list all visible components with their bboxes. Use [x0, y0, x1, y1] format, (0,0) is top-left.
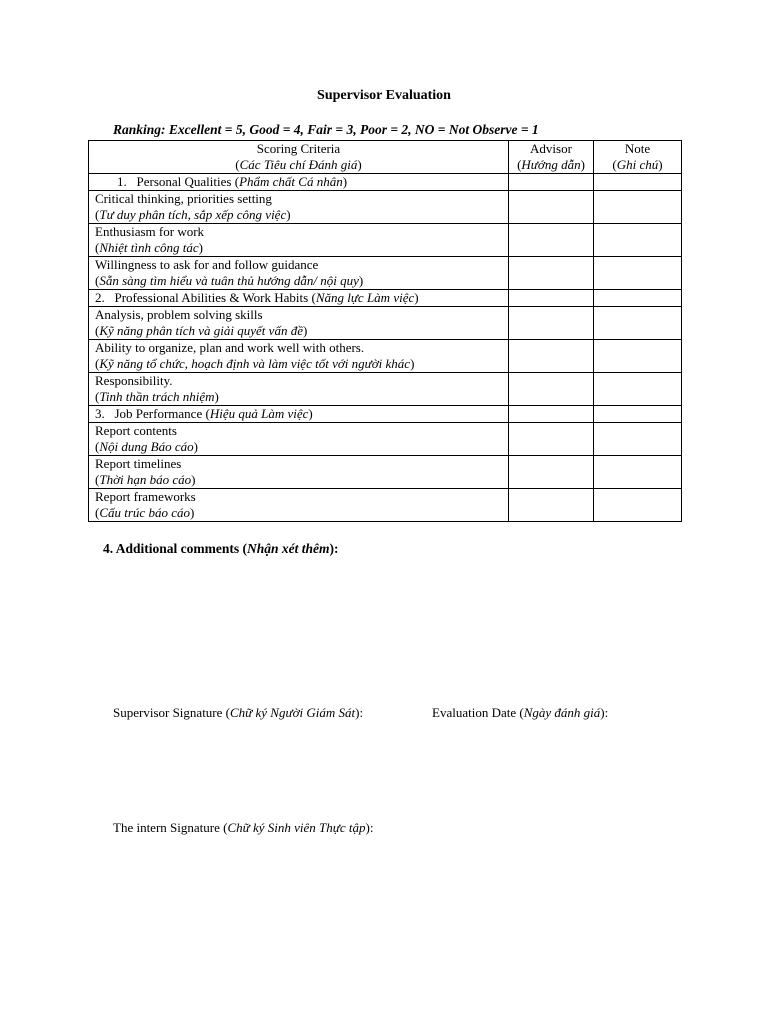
criterion-en: Critical thinking, priorities setting: [95, 191, 272, 206]
criteria-header-vi: Các Tiêu chí Đánh giá: [239, 157, 358, 172]
criterion-vi: Kỹ năng tổ chức, hoạch định và làm việc tốt với người khác: [99, 356, 411, 371]
note-cell[interactable]: [594, 373, 682, 406]
advisor-score-cell[interactable]: [509, 340, 594, 373]
page-title: Supervisor Evaluation: [317, 88, 451, 103]
section-number: 2.: [95, 290, 105, 305]
comments-number: 4.: [103, 541, 114, 556]
section-title: 3. Job Performance (Hiệu quả Làm việc): [89, 406, 509, 423]
criterion-en: Report frameworks: [95, 489, 196, 504]
advisor-header: Advisor (Hướng dẫn): [509, 141, 594, 174]
section-number: 3.: [95, 406, 105, 421]
criterion-vi: Sẵn sàng tìm hiểu và tuân thủ hướng dẫn/ nội quy: [99, 273, 359, 288]
note-cell[interactable]: [594, 456, 682, 489]
note-header-en: Note: [624, 141, 651, 156]
table-row: [89, 456, 682, 489]
evaluation-date-label: Evaluation Date (Ngày đánh giá):: [432, 705, 609, 720]
criterion-cell: Ability to organize, plan and work well with others. (Kỹ năng tổ chức, hoạch định và làm việc tốt với người khác): [89, 340, 509, 373]
advisor-header-vi: Hướng dẫn: [521, 157, 581, 172]
section-title: 2. Professional Abilities & Work Habits (Năng lực Làm việc): [89, 290, 509, 307]
table-row: [89, 423, 682, 456]
criterion-en: Ability to organize, plan and work well with others.: [95, 340, 365, 355]
criterion-vi: Nội dung Báo cáo: [99, 439, 194, 454]
intern-signature-label: The intern Signature (Chữ ký Sinh viên Thực tập):: [113, 820, 374, 835]
criterion-vi: Cấu trúc báo cáo: [99, 505, 190, 520]
section-title-vi: Hiệu quả Làm việc: [209, 406, 309, 421]
table-row: [89, 257, 682, 290]
section-row-job-performance: [89, 406, 682, 423]
comments-label-en: Additional comments: [115, 541, 240, 556]
comments-label-vi: Nhận xét thêm: [247, 541, 330, 556]
section-title-en: Job Performance: [114, 406, 203, 421]
advisor-score-cell[interactable]: [509, 406, 594, 423]
intern-signature-en: The intern Signature: [113, 820, 220, 835]
table-row: [89, 489, 682, 522]
table-row: [89, 191, 682, 224]
criterion-cell: Responsibility. (Tinh thần trách nhiệm): [89, 373, 509, 406]
section-title-en: Professional Abilities & Work Habits: [114, 290, 309, 305]
table-header-row: [89, 141, 682, 174]
table-row: [89, 224, 682, 257]
note-cell[interactable]: [594, 174, 682, 191]
supervisor-signature-en: Supervisor Signature: [113, 705, 223, 720]
criteria-header: Scoring Criteria (Các Tiêu chí Đánh giá): [89, 141, 509, 174]
criterion-vi: Nhiệt tình công tác: [99, 240, 199, 255]
criterion-en: Enthusiasm for work: [95, 224, 205, 239]
note-cell[interactable]: [594, 224, 682, 257]
table-row: [89, 307, 682, 340]
criterion-cell: Report frameworks (Cấu trúc báo cáo): [89, 489, 509, 522]
criterion-vi: Tinh thần trách nhiệm: [99, 389, 215, 404]
supervisor-signature-vi: Chữ ký Người Giám Sát: [230, 705, 356, 720]
criterion-en: Responsibility.: [95, 373, 173, 388]
advisor-score-cell[interactable]: [509, 423, 594, 456]
table-row: [89, 340, 682, 373]
criterion-cell: Report timelines (Thời hạn báo cáo): [89, 456, 509, 489]
note-header-vi: Ghi chú: [616, 157, 659, 172]
criterion-en: Analysis, problem solving skills: [95, 307, 263, 322]
evaluation-date-en: Evaluation Date: [432, 705, 517, 720]
evaluation-date-vi: Ngày đánh giá: [523, 705, 601, 720]
advisor-score-cell[interactable]: [509, 257, 594, 290]
evaluation-table: [88, 140, 682, 522]
note-cell[interactable]: [594, 257, 682, 290]
section-title-vi: Năng lực Làm việc: [315, 290, 415, 305]
criterion-en: Report contents: [95, 423, 177, 438]
note-cell[interactable]: [594, 489, 682, 522]
note-cell[interactable]: [594, 191, 682, 224]
additional-comments-label: 4. Additional comments (Nhận xét thêm):: [103, 541, 339, 556]
advisor-score-cell[interactable]: [509, 373, 594, 406]
criterion-cell: Willingness to ask for and follow guidance (Sẵn sàng tìm hiểu và tuân thủ hướng dẫn/ nội quy): [89, 257, 509, 290]
intern-signature-vi: Chữ ký Sinh viên Thực tập: [227, 820, 366, 835]
advisor-score-cell[interactable]: [509, 456, 594, 489]
section-title-vi: Phẩm chất Cá nhân: [239, 174, 343, 189]
criterion-en: Willingness to ask for and follow guidance: [95, 257, 319, 272]
section-row-professional-abilities: [89, 290, 682, 307]
supervisor-signature-label: Supervisor Signature (Chữ ký Người Giám Sát):: [113, 705, 364, 720]
criterion-cell: Enthusiasm for work (Nhiệt tình công tác): [89, 224, 509, 257]
note-cell[interactable]: [594, 307, 682, 340]
note-cell[interactable]: [594, 406, 682, 423]
note-header: Note (Ghi chú): [594, 141, 682, 174]
criterion-en: Report timelines: [95, 456, 182, 471]
advisor-score-cell[interactable]: [509, 174, 594, 191]
criterion-cell: Critical thinking, priorities setting (Tư duy phân tích, sắp xếp công việc): [89, 191, 509, 224]
advisor-header-en: Advisor: [530, 141, 572, 156]
ranking-legend: Ranking: Excellent = 5, Good = 4, Fair = 3, Poor = 2, NO = Not Observe = 1: [113, 122, 539, 137]
note-cell[interactable]: [594, 340, 682, 373]
criterion-cell: Report contents (Nội dung Báo cáo): [89, 423, 509, 456]
advisor-score-cell[interactable]: [509, 489, 594, 522]
note-cell[interactable]: [594, 290, 682, 307]
advisor-score-cell[interactable]: [509, 191, 594, 224]
section-title: 1. Personal Qualities (Phẩm chất Cá nhân): [89, 174, 509, 191]
advisor-score-cell[interactable]: [509, 307, 594, 340]
criteria-header-en: Scoring Criteria: [256, 141, 341, 156]
section-row-personal-qualities: [89, 174, 682, 191]
criterion-cell: Analysis, problem solving skills (Kỹ năng phân tích và giải quyết vấn đề): [89, 307, 509, 340]
table-row: [89, 373, 682, 406]
criterion-vi: Tư duy phân tích, sắp xếp công việc: [99, 207, 287, 222]
advisor-score-cell[interactable]: [509, 290, 594, 307]
section-number: 1.: [117, 174, 127, 189]
advisor-score-cell[interactable]: [509, 224, 594, 257]
section-title-en: Personal Qualities: [136, 174, 232, 189]
note-cell[interactable]: [594, 423, 682, 456]
criterion-vi: Thời hạn báo cáo: [99, 472, 192, 487]
criterion-vi: Kỹ năng phân tích và giải quyết vấn đề: [99, 323, 303, 338]
